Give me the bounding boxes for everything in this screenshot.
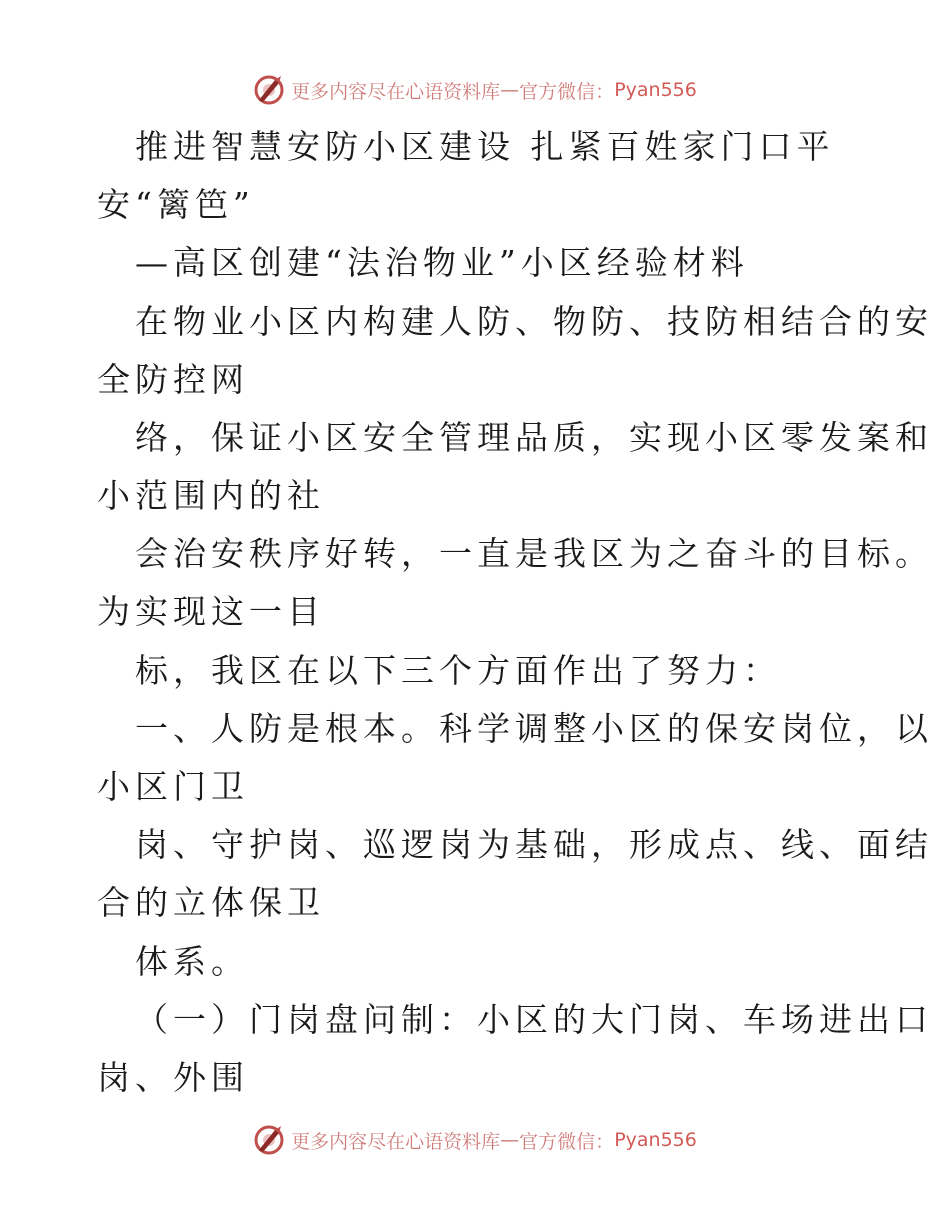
body-line: 体系。 (135, 942, 249, 981)
header-watermark (0, 70, 950, 110)
subtitle-line: —高区创建“法治物业”小区经验材料 (135, 243, 749, 282)
body-line: 络，保证小区安全管理品质，实现小区零发案和 (135, 418, 933, 457)
body-line: 合的立体保卫 (97, 883, 325, 922)
body-line: 小区门卫 (97, 767, 249, 806)
watermark-name: 更多内容尽在心语资料库 (291, 1130, 501, 1153)
watermark-label: 官方微信： (519, 1130, 615, 1153)
watermark-dash: — (500, 79, 520, 101)
watermark-id: Pyan556 (614, 79, 697, 101)
watermark-id: Pyan556 (614, 1129, 697, 1151)
quill-pen-circle-icon (253, 1124, 285, 1156)
watermark-name: 更多内容尽在心语资料库 (291, 80, 501, 103)
body-line: 岗、外围 (97, 1058, 249, 1097)
quill-pen-circle-icon (253, 74, 285, 106)
title-line-1: 推进智慧安防小区建设 扎紧百姓家门口平 (135, 127, 835, 166)
footer-watermark (0, 1120, 950, 1160)
body-line: 在物业小区内构建人防、物防、技防相结合的安 (135, 302, 933, 341)
body-line: 会治安秩序好转，一直是我区为之奋斗的目标。 (135, 534, 933, 573)
title-line-2: 安“篱笆” (97, 185, 255, 224)
body-line: 小范围内的社 (97, 476, 325, 515)
watermark-dash: — (500, 1129, 520, 1151)
body-line: 标，我区在以下三个方面作出了努力： (135, 651, 781, 690)
section-heading-line: 一、人防是根本。科学调整小区的保安岗位，以 (135, 709, 933, 748)
body-line: 为实现这一目 (97, 592, 325, 631)
body-line: 岗、守护岗、巡逻岗为基础，形成点、线、面结 (135, 825, 933, 864)
watermark-label: 官方微信： (519, 80, 615, 103)
subsection-heading-line: （一）门岗盘问制：小区的大门岗、车场进出口 (135, 1000, 933, 1039)
body-line: 全防控网 (97, 360, 249, 399)
